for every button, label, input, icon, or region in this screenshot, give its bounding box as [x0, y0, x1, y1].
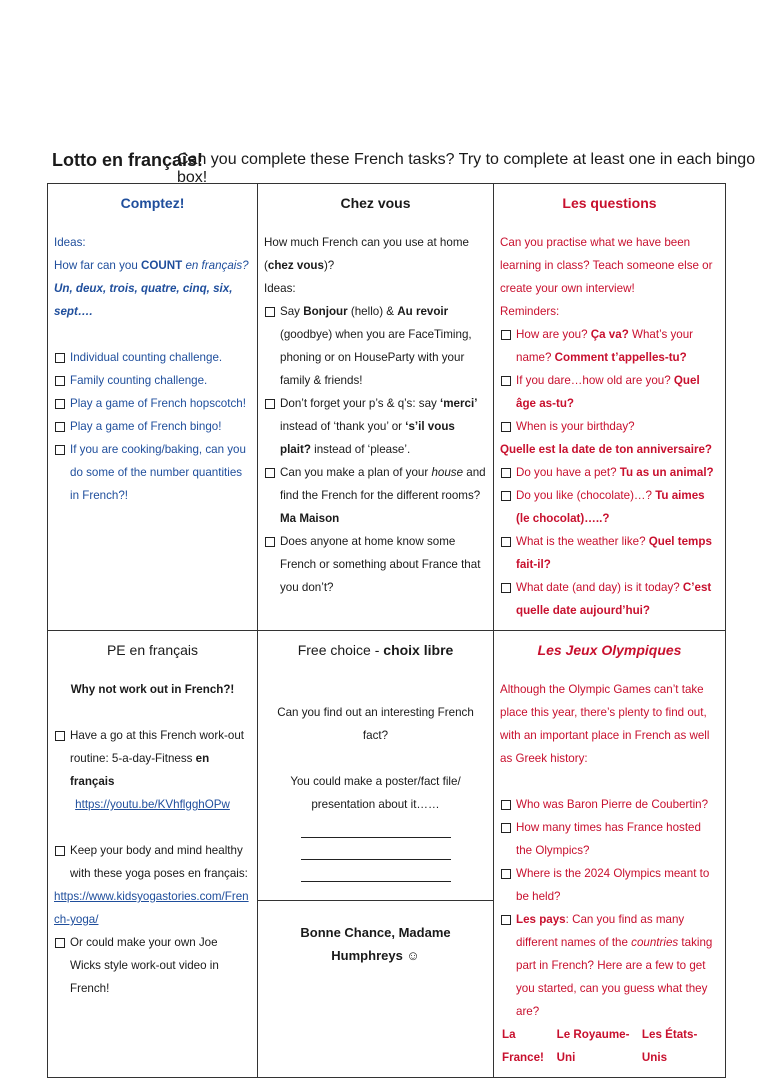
list-item: How many times has France hosted the Olympics?: [500, 816, 719, 862]
pe-heading: PE en français: [106, 642, 199, 658]
list-item: If you are cooking/baking, can you do some of the number quantities in French?!: [54, 438, 251, 507]
box-free-choice: [258, 631, 494, 1078]
signature: Bonne Chance, Madame Humphreys ☺: [300, 925, 451, 963]
box-chez-vous: [258, 184, 494, 631]
list-item: Does anyone at home know some French or something about France that you don’t?: [264, 530, 487, 599]
country-item: Le Royaume-Uni: [556, 1028, 630, 1064]
pe-subheading: Why not work out in French?!: [70, 683, 235, 696]
chez-heading: Chez vous: [340, 195, 411, 211]
questions-heading: Les questions: [562, 195, 657, 211]
box-jeux-olympiques: [494, 631, 726, 1078]
free-question: Can you find out an interesting French fact?: [277, 706, 474, 742]
chez-list: [264, 300, 487, 599]
comptez-numbers: Un, deux, trois, quatre, cinq, six, sept….: [54, 282, 233, 318]
list-item: Do you have a pet? Tu as un animal?: [500, 461, 719, 484]
list-item: Where is the 2024 Olympics meant to be held?: [500, 862, 719, 908]
yoga-link[interactable]: https://www.kidsyogastories.com/French-yoga/: [54, 890, 249, 926]
list-item: Have a go at this French work-out routine: 5-a-day-Fitness en français: [54, 724, 251, 793]
list-item: Say Bonjour (hello) & Au revoir (goodbye) when you are FaceTiming, phoning or on HouseParty with your family & friends!: [264, 300, 487, 392]
pe-list: [54, 724, 251, 793]
comptez-question: How far can you COUNT en français?: [54, 259, 249, 272]
questions-intro: Can you practise what we have been learning in class? Teach someone else or create your own interview!: [500, 236, 713, 295]
list-item: Family counting challenge.: [54, 369, 251, 392]
chez-ideas: Ideas:: [264, 282, 296, 295]
list-item: Who was Baron Pierre de Coubertin?: [500, 793, 719, 816]
youtube-link[interactable]: https://youtu.be/KVhflgghOPw: [75, 798, 230, 811]
box-pe-en-francais: [48, 631, 258, 1078]
list-item: How are you? Ça va? What’s your name? Comment t’appelles-tu?: [500, 323, 719, 369]
chez-intro: How much French can you use at home (chez vous)?: [264, 236, 469, 272]
free-heading: Free choice - choix libre: [297, 642, 454, 658]
list-item: Or could make your own Joe Wicks style work-out video in French!: [54, 931, 251, 1000]
jeux-list: [500, 793, 719, 1023]
worksheet-subtitle: Can you complete these French tasks? Try to complete at least one in each bingo box!: [177, 151, 756, 186]
jeux-heading: Les Jeux Olympiques: [537, 642, 682, 658]
list-item: What date (and day) is it today? C’est quelle date aujourd’hui?: [500, 576, 719, 622]
comptez-list: [54, 346, 251, 507]
box-comptez: [48, 184, 258, 631]
comptez-ideas: Ideas:: [54, 236, 86, 249]
questions-list-2: [500, 461, 719, 622]
jeux-intro: Although the Olympic Games can’t take place this year, there’s plenty to find out, with an important place in French as well as Greek history:: [500, 683, 710, 765]
country-item: La France!: [502, 1028, 544, 1064]
free-poster: You could make a poster/fact file/ presentation about it……: [290, 775, 461, 811]
list-item: Individual counting challenge.: [54, 346, 251, 369]
country-item: Les États-Unis: [641, 1028, 698, 1064]
answer-line[interactable]: [301, 826, 451, 838]
questions-birthday-fr: Quelle est la date de ton anniversaire?: [500, 443, 712, 456]
list-item: What is the weather like? Quel temps fait-il?: [500, 530, 719, 576]
answer-line[interactable]: [301, 848, 451, 860]
list-item: Keep your body and mind healthy with these yoga poses en français:: [54, 839, 251, 885]
questions-reminders: Reminders:: [500, 305, 560, 318]
pe-list-3: [54, 931, 251, 1000]
divider: [258, 900, 493, 901]
box-les-questions: [494, 184, 726, 631]
list-item: If you dare…how old are you? Quel âge as-tu?: [500, 369, 719, 415]
country-list: [500, 1023, 719, 1069]
list-item: Play a game of French bingo!: [54, 415, 251, 438]
pe-list-2: [54, 839, 251, 885]
worksheet-title: Lotto en français!: [52, 150, 204, 170]
comptez-heading: Comptez!: [120, 195, 185, 211]
list-item: Don’t forget your p’s & q’s: say ‘merci’ instead of ‘thank you’ or ‘s’il vous plait? instead of ‘please’.: [264, 392, 487, 461]
list-item: When is your birthday?: [500, 415, 719, 438]
answer-line[interactable]: [301, 870, 451, 882]
list-item: Play a game of French hopscotch!: [54, 392, 251, 415]
questions-list: [500, 323, 719, 438]
bingo-grid: [47, 183, 726, 1078]
list-item: Les pays: Can you find as many different names of the countries taking part in French? Here are a few to get you started, can you guess what they are?: [500, 908, 719, 1023]
list-item: Can you make a plan of your house and find the French for the different rooms? Ma Maison: [264, 461, 487, 530]
list-item: Do you like (chocolate)…? Tu aimes (le chocolat)…..?: [500, 484, 719, 530]
